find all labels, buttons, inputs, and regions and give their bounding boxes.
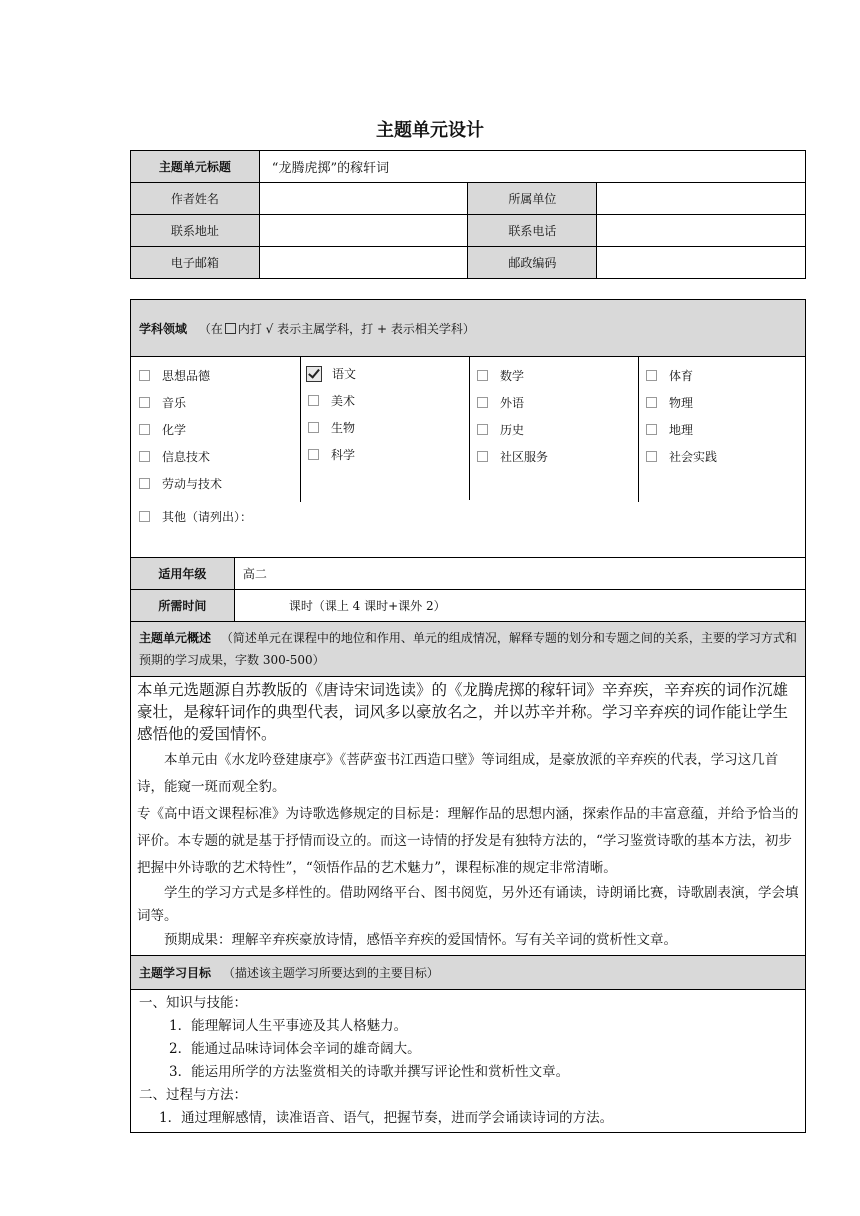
- checkbox-icon[interactable]: [646, 451, 657, 462]
- unit-title-label: 主题单元标题: [131, 151, 260, 183]
- subject-option[interactable]: 思想品德: [131, 362, 300, 389]
- subject-col-3: [469, 357, 639, 502]
- objective-item: 2．能通过品味诗词体会辛词的雄奇阔大。: [169, 1041, 421, 1057]
- subject-option[interactable]: 美术: [300, 387, 469, 414]
- unit-label: 所属单位: [468, 183, 597, 215]
- checkbox-icon[interactable]: [477, 397, 488, 408]
- checkbox-icon[interactable]: [477, 370, 488, 381]
- time-label: 所需时间: [131, 590, 235, 622]
- address-field[interactable]: [259, 215, 468, 247]
- objective-item: 3．能运用所学的方法鉴赏相关的诗歌并撰写评论性和赏析性文章。: [169, 1064, 570, 1080]
- checked-checkbox-icon[interactable]: [306, 366, 322, 382]
- objectives-note: （描述该主题学习所要达到的主要目标）: [222, 966, 439, 980]
- checkbox-icon[interactable]: [139, 370, 150, 381]
- page-title: 主题单元设计: [376, 120, 484, 141]
- phone-field[interactable]: [597, 215, 806, 247]
- objectives-section-2: 二、过程与方法：: [139, 1087, 247, 1103]
- checkbox-icon[interactable]: [477, 424, 488, 435]
- subject-col-2: [300, 357, 470, 500]
- checkbox-sample-icon: [225, 323, 236, 334]
- address-label: 联系地址: [131, 215, 260, 247]
- postcode-label: 邮政编码: [468, 247, 597, 279]
- subject-option-other-row[interactable]: 其他（请列出）：: [131, 503, 252, 530]
- subject-option[interactable]: 历史: [469, 416, 638, 443]
- checkbox-icon[interactable]: [646, 370, 657, 381]
- checkbox-icon[interactable]: [646, 424, 657, 435]
- checkbox-icon[interactable]: [139, 451, 150, 462]
- subject-options: [131, 357, 806, 558]
- overview-p5: 预期成果：理解辛弃疾豪放诗情，感悟辛弃疾的爱国情怀。写有关辛词的赏析性文章。: [164, 932, 677, 948]
- overview-p2: 本单元由《水龙吟登建康亭》《菩萨蛮书江西造口壁》等词组成，是豪放派的辛弃疾的代表，学习这几首诗，能窥一斑而观全豹。: [137, 752, 779, 795]
- email-label: 电子邮箱: [131, 247, 260, 279]
- objective-item: 1．通过理解感情，读准语音、语气，把握节奏，进而学会诵读诗词的方法。: [159, 1110, 614, 1126]
- objectives-header: [131, 956, 806, 990]
- subject-option-chinese[interactable]: 语文: [300, 360, 469, 387]
- checkbox-icon[interactable]: [646, 397, 657, 408]
- grade-label: 适用年级: [131, 558, 235, 590]
- subject-option[interactable]: 社会实践: [638, 443, 806, 470]
- objectives-label: 主题学习目标: [139, 966, 212, 980]
- subject-option[interactable]: 外语: [469, 389, 638, 416]
- subject-option[interactable]: 数学: [469, 362, 638, 389]
- subject-col-1: [131, 357, 301, 502]
- checkbox-icon[interactable]: [139, 424, 150, 435]
- author-field[interactable]: [259, 183, 468, 215]
- checkbox-icon[interactable]: [139, 397, 150, 408]
- postcode-field[interactable]: [597, 247, 806, 279]
- checkbox-icon[interactable]: [139, 478, 150, 489]
- subject-option[interactable]: 音乐: [131, 389, 300, 416]
- subject-option[interactable]: 物理: [638, 389, 806, 416]
- author-info-table: [130, 150, 806, 279]
- overview-p4: 学生的学习方式是多样性的。借助网络平台、图书阅览，另外还有诵读，诗朗诵比赛，诗歌剧表演，学会填词等。: [137, 885, 799, 924]
- objective-item: 1．能理解词人生平事迹及其人格魅力。: [169, 1018, 408, 1034]
- checkbox-icon[interactable]: [308, 449, 319, 460]
- checkbox-icon[interactable]: [477, 451, 488, 462]
- grade-value: 高二: [234, 558, 805, 590]
- subject-header: [131, 300, 806, 357]
- subject-header-note-post: 内打 √ 表示主属学科，打 + 表示相关学科）: [237, 321, 475, 336]
- email-field[interactable]: [259, 247, 468, 279]
- subject-option[interactable]: 化学: [131, 416, 300, 443]
- phone-label: 联系电话: [468, 215, 597, 247]
- subject-table: [130, 299, 806, 1133]
- subject-col-4: [638, 357, 806, 502]
- objectives-section-1: 一、知识与技能：: [139, 995, 247, 1011]
- overview-note: （简述单元在课程中的地位和作用、单元的组成情况，解释专题的划分和专题之间的关系，主要的学习方式和预期的学习成果，字数 300-500）: [139, 631, 797, 667]
- overview-label: 主题单元概述: [139, 631, 212, 645]
- subject-option[interactable]: 生物: [300, 414, 469, 441]
- overview-header: [131, 622, 806, 677]
- subject-option[interactable]: 科学: [300, 441, 469, 468]
- checkbox-icon[interactable]: [308, 422, 319, 433]
- author-label: 作者姓名: [131, 183, 260, 215]
- overview-p3: 专《高中语文课程标准》为诗歌选修规定的目标是：理解作品的思想内涵，探索作品的丰富意蕴，并给予恰当的评价。本专题的就是基于抒情而设立的。而这一诗情的抒发是有独特方法的，“学习鉴赏诗歌的基本方法，初步把握中外诗歌的艺术特性”，“领悟作品的艺术魅力”，课程标准的规定非常清晰。: [137, 806, 799, 876]
- subject-option[interactable]: 体育: [638, 362, 806, 389]
- unit-field[interactable]: [597, 183, 806, 215]
- subject-option[interactable]: 地理: [638, 416, 806, 443]
- unit-title-value: “龙腾虎掷”的稼轩词: [259, 151, 805, 183]
- checkbox-icon[interactable]: [308, 395, 319, 406]
- overview-p1: 本单元选题源自苏教版的《唐诗宋词选读》的《龙腾虎掷的稼轩词》辛弃疾，辛弃疾的词作沉雄豪壮，是稼轩词作的典型代表，词风多以豪放名之，并以苏辛并称。学习辛弃疾的词作能让学生感悟他的爱国情怀。: [137, 681, 789, 743]
- time-value: 课时（课上 4 课时+课外 2）: [234, 590, 805, 622]
- objectives-body: [131, 990, 806, 1133]
- subject-option[interactable]: 社区服务: [469, 443, 638, 470]
- checkbox-icon[interactable]: [139, 511, 150, 522]
- subject-header-note-pre: （在: [198, 321, 223, 336]
- overview-body: [131, 677, 806, 956]
- subject-option[interactable]: 劳动与技术: [131, 470, 300, 497]
- subject-option[interactable]: 信息技术: [131, 443, 300, 470]
- subject-header-label: 学科领域: [139, 321, 188, 336]
